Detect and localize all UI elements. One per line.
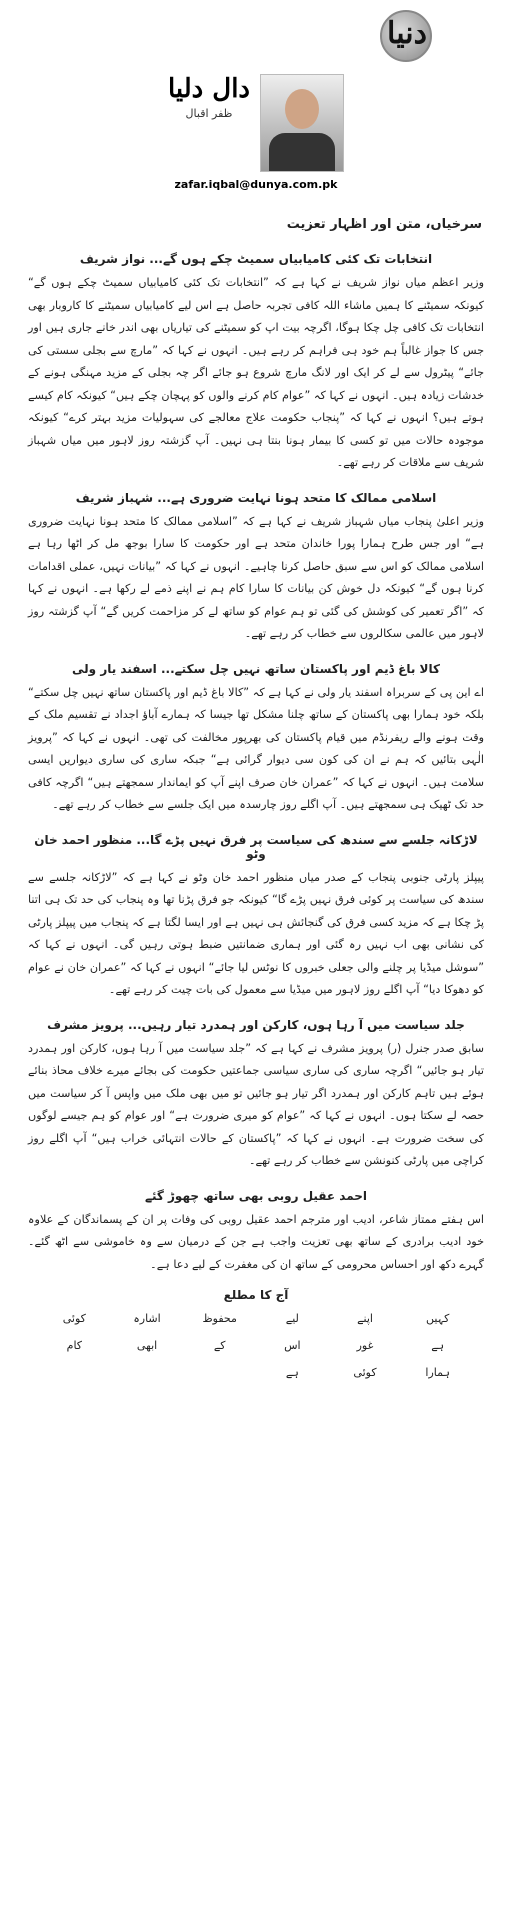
author-email[interactable]: zafar.iqbal@dunya.com.pk [174,178,338,191]
poem-word: کوئی [353,1366,377,1379]
logo-text: دنیا [387,16,427,51]
author-suit [269,133,335,171]
section-body: وزیر اعظم میاں نواز شریف نے کہا ہے کہ ”انتخابات تک کئی کامیابیاں سمیٹ چکے ہوں گے“ کیونکہ سمیٹنے کا ہمیں ماشاء اللہ کافی تجربہ حاصل ہے اس لیے کامیابیاں سمیٹنے کا کاروبار بھی انتخابات تک کافی چل چکا ہوگا، اگرچہ بیت اپ کو سمیٹنے کی تیاریاں بھی اندر خانے جاری ہیں اور جس کا جواز غالباً ہم خود ہی فراہم کر رہے ہیں۔ انہوں نے کہا کہ ”مارچ سے بجلی سستی کی جائے“ پیٹرول سے لے کر ایک اور لانگ مارچ شروع ہو جائے اگر چہ بجلی کے مزید مہنگی ہونے کے خدشات زیادہ ہیں۔ انہوں نے کہا کہ ”عوام کام کرنے والوں کو پہچان چکے ہیں“ کیونکہ کام کیسے ہوتے ہیں؟ انہوں نے کہا کہ ”پنجاب حکومت علاج معالجے کی سہولیات مزید بہتر کرے“ کیونکہ موجودہ حالات میں تو کسی کا بیمار ہونا بنتا ہی نہیں۔ آپ گزشتہ روز لاہور میں میاں شہباز شریف سے ملاقات کر رہے تھے۔ [28,276,484,469]
section-heading: کالا باغ ڈیم اور پاکستان ساتھ نہیں چل سکتے... اسفند یار ولی [72,661,440,676]
column-title-block [168,74,250,120]
section-body: اے این پی کے سربراہ اسفند یار ولی نے کہا ہے کہ ”کالا باغ ڈیم اور پاکستان ساتھ نہیں چل سکتے“ بلکہ خود ہمارا بھی پاکستان کے ساتھ چلنا مشکل تھا جیسا کہ ہمارے آباؤ اجداد نے تقسیم ملک کے وقت ہونے والے ریفرنڈم میں قیام پاکستان کی بھرپور مخالفت کی تھی۔ انہوں نے کہا کہ ”پرویز الٰہی بتائیں کہ ہم نے ان کی کون سی دیوار گرائی ہے“ جبکہ ساری کی ساری دیواریں ایسی سلامت ہیں۔ انہوں نے کہا کہ ”عمران خان صرف اپنے آپ کو ایماندار سمجھتے ہیں“ اگرچہ کافی حد تک ٹھیک ہی سمجھتے ہیں۔ آپ اگلے روز چارسدہ میں ایک جلسے سے خطاب کر رہے تھے۔ [28,685,484,811]
section-body: اس ہفتے ممتاز شاعر، ادیب اور مترجم احمد عقیل روبی کی وفات پر ان کے پسماندگان کے علاوہ خود ادیب برادری کے ساتھ بھی تعزیت واجب ہے جن کے درمیان سے وہ خاموشی سے اٹھ گئے۔ گہرے دکھ اور احساس محرومی کے ساتھ ان کی مغفرت کے لیے دعا ہے۔ [28,1212,484,1271]
column-content [0,252,512,1276]
poem-word: ہے [431,1339,445,1352]
poem-word: ہمارا [425,1366,450,1379]
section-heading: جلد سیاست میں آ رہا ہوں، کارکن اور ہمدرد تیار رہیں... پرویز مشرف [47,1017,465,1032]
column-subject: سرخیاں، متن اور اظہار تعزیت [286,217,482,232]
poem-grid [0,1302,512,1389]
poem-word: ہے [285,1366,299,1379]
column-header [0,74,512,172]
poem-word: کہیں [425,1312,450,1325]
section-heading: لاڑکانہ جلسے سے سندھ کی سیاست پر فرق نہیں پڑے گا... منظور احمد خان وٹو [34,832,478,861]
poem-word: اپنے [357,1312,373,1325]
poem-word: کوئی [62,1312,86,1325]
poem-word: محفوظ [202,1312,237,1325]
dunya-logo [362,4,452,64]
masthead [0,0,512,68]
poem-word: لیے [285,1312,299,1325]
author-photo [260,74,344,172]
author-face [285,89,319,129]
section-heading: انتخابات تک کئی کامیابیاں سمیٹ چکے ہوں گے... نواز شریف [79,252,433,266]
poem-word: غور [356,1339,374,1352]
poem-word: ابھی [136,1339,158,1352]
poem-word: کام [66,1339,83,1352]
section-body: سابق صدر جنرل (ر) پرویز مشرف نے کہا ہے کہ ”جلد سیاست میں آ رہا ہوں، کارکن اور ہمدرد تیار ہو جائیں“ اگرچہ ساری کی ساری سیاسی جماعتیں حکومت کی بجائے میرے خلاف محاذ بنائے ہوئے ہیں تاہم کارکن اور ہمدرد اگر تیار ہو جائیں تو میں بھی ملک میں واپس آ کر سیاست میں حصہ لے سکتا ہوں۔ انہوں نے کہا کہ ”عوام کو میری ضرورت ہے“ اور عوام کو ہم جیسے لوگوں کی سخت ضرورت ہے۔ انہوں نے کہا کہ ”پاکستان کے حالات انتہائی خراب ہیں“ آپ اگلے روز کراچی میں پارٹی کنونشن سے خطاب کر رہے تھے۔ [28,1041,484,1167]
section-heading: احمد عقیل روبی بھی ساتھ چھوڑ گئے [144,1188,368,1203]
section-body: پیپلز پارٹی جنوبی پنجاب کے صدر میاں منظور احمد خان وٹو نے کہا ہے کہ ”لاڑکانہ جلسے سے سندھ کی سیاست پر کوئی فرق نہیں پڑے گا“ کیونکہ جو فرق پڑنا تھا وہ پنجاب کی حد تک ہی اتنا پڑ چکا ہے کہ مزید کسی فرق کی گنجائش ہی نہیں ہے اور ایسا لگتا ہے کہ پنجاب میں پیپلز پارٹی کی نشانی بھی اب نہیں رہ گئی اور ہماری ضمانتیں ضبط ہوتی رہیں گی۔ انہوں نے کہا کہ ”سوشل میڈیا پر چلنے والی جعلی خبروں کا نوٹس لیا جائے“ انہوں نے کہا کہ ”عمران خان نے عوام کو دھوکا دیا“ آپ اگلے روز لاہور میں میڈیا سے معمول کی بات چیت کر رہے تھے۔ [28,870,484,996]
column-title: دال دلیا [167,74,250,104]
poem-word: اشارہ [133,1312,161,1325]
section-heading: اسلامی ممالک کا متحد ہونا نہایت ضروری ہے... شہباز شریف [75,490,437,505]
poem-title: آج کا مطلع [223,1288,289,1302]
section-body: وزیر اعلیٰ پنجاب میاں شہباز شریف نے کہا ہے کہ ”اسلامی ممالک کا متحد ہونا نہایت ضروری ہے“ اور جس طرح ہمارا پورا خاندان متحد ہے اور حکومت کا سارا بوجھ مل کر اٹھا رہا ہے اسلامی ممالک کو اس سے سبق حاصل کرنا چاہیے۔ انہوں نے کہا کہ ”بیانات نہیں، عملی اقدامات کرنا ہوں گے“ کیونکہ دل خوش کن بیانات کا سارا کام ہم نے اپنے ذمے لے رکھا ہے۔ انہوں نے کہا کہ ”اگر تعمیر کی کوشش کی گئی تو ہم عوام کو ساتھ لے کر مزاحمت کریں گے“ آپ گزشتہ روز لاہور میں عالمی سکالروں سے خطاب کر رہے تھے۔ [28,514,484,640]
column-author: ظفر اقبال [185,107,233,121]
poem-word: اس [284,1339,301,1352]
poem-word: کے [213,1339,226,1352]
